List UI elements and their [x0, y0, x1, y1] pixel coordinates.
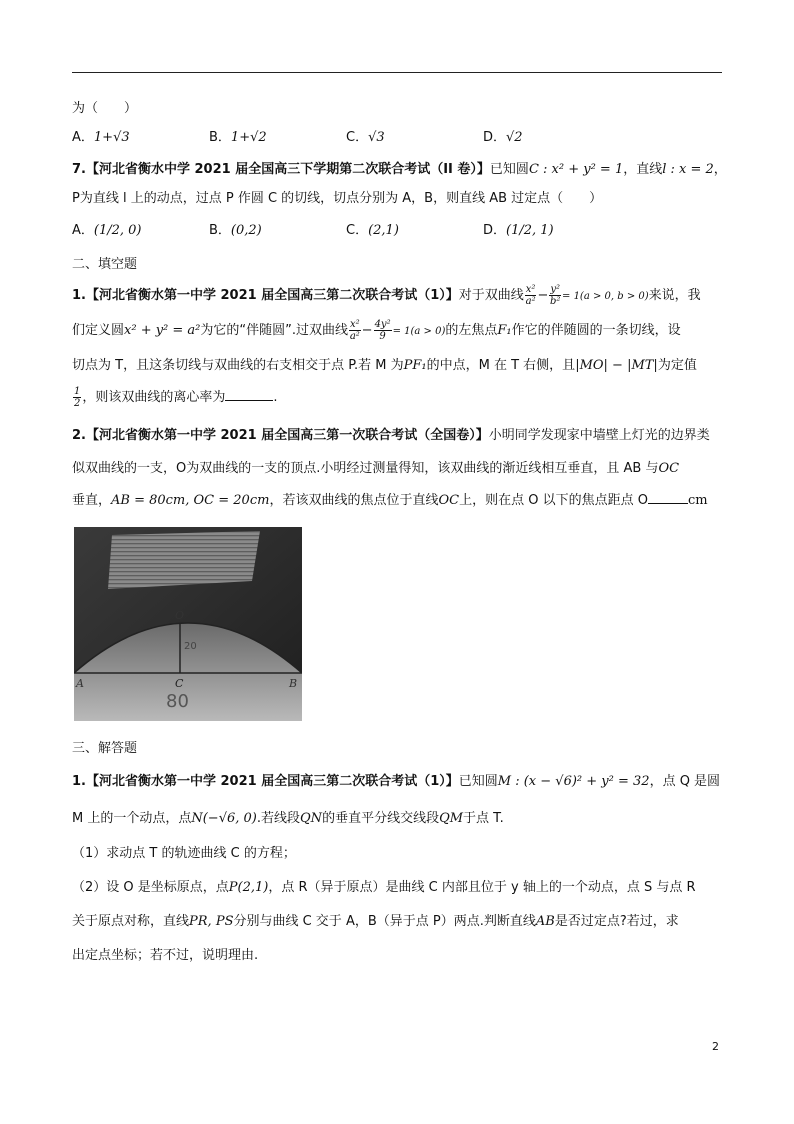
- label-o: O: [175, 609, 185, 622]
- section-2-title: 二、填空题: [72, 257, 138, 272]
- s2q2-line-1: 2.【河北省衡水第一中学 2021 届全国高三第一次联合考试（全国卷）】小明同学发现家中墙壁上灯光的边界类: [72, 428, 710, 443]
- lamp-photo: [74, 527, 302, 721]
- q7-options: [72, 211, 724, 251]
- s2q1-line-3: 切点为 T，且这条切线与双曲线的右支相交于点 P.若 M 为PF₁的中点，M 在 T 右侧，且|MO| − |MT|为定值: [72, 358, 697, 373]
- fraction-x2-a2-2: $\frac{\text{x²}}{\text{a²}}$: [349, 319, 360, 342]
- q7-option-a: A．(1/2, 0): [72, 223, 142, 238]
- q7-line-2: P为直线 l 上的动点，过点 P 作圆 C 的切线，切点分别为 A，B，则直线 AB 过定点（ ）: [72, 191, 603, 206]
- s2q2-line-3: 垂直，AB = 80cm, OC = 20cm，若该双曲线的焦点位于直线OC上，则在点 O 以下的焦点距点 O cm: [72, 493, 708, 508]
- q6-option-b: B．1+√2: [209, 130, 267, 145]
- s2q2-line-2: 似双曲线的一支，O为双曲线的一支的顶点.小明经过测量得知，该双曲线的渐近线相互垂直，且 AB 与OC: [72, 461, 680, 476]
- s2q1-line-1: 1.【河北省衡水第一中学 2021 届全国高三第二次联合考试（1）】对于双曲线 $\frac{\text{x²}}{\text{a²}}$ − $\frac{\text{y²}}{\text{b²}}$ = 1(a > 0, b > 0)来说，我: [72, 284, 701, 307]
- q6-tail: 为（ ）: [72, 101, 138, 116]
- fraction-4y2-9: $\frac{\text{4y²}}{9}$: [374, 319, 391, 342]
- s3q1-part-2-line-3: 出定点坐标；若不过，说明理由.: [72, 948, 259, 963]
- s2q1-line-2: 们定义圆x² + y² = a²为它的“伴随圆”.过双曲线 $\frac{\text{x²}}{\text{a²}}$ − $\frac{\text{4y²}}{9}$ = 1(a > 0)的左焦点F₁作它的伴随圆的一条切线，设: [72, 319, 681, 342]
- fraction-x2-a2: $\frac{\text{x²}}{\text{a²}}$: [525, 284, 536, 307]
- label-a: A: [76, 677, 84, 690]
- q6-options: [72, 121, 724, 155]
- q7-option-c: C．(2,1): [346, 223, 399, 238]
- q7-option-d: D．(1/2, 1): [483, 223, 554, 238]
- section-3-title: 三、解答题: [72, 741, 138, 756]
- label-b: B: [289, 677, 298, 690]
- s3q1-line-2: M 上的一个动点，点N(−√6, 0).若线段QN的垂直平分线交线段QM于点 T.: [72, 811, 504, 826]
- label-c: C: [175, 677, 184, 690]
- q7-line-1: 7.【河北省衡水中学 2021 届全国高三下学期第二次联合考试（II 卷）】已知圆C : x² + y² = 1，直线l : x = 2，: [72, 162, 727, 177]
- page-content: [72, 96, 727, 973]
- fraction-one-half: $\frac{1}{2}$: [74, 386, 81, 409]
- answer-blank-1[interactable]: [225, 388, 273, 401]
- answer-blank-2[interactable]: [648, 491, 688, 504]
- q6-option-d: D．√2: [483, 130, 523, 145]
- s3q1-line-1: 1.【河北省衡水第一中学 2021 届全国高三第二次联合考试（1）】已知圆M : (x − √6)² + y² = 32，点 Q 是圆: [72, 774, 721, 789]
- s3q1-part-1: （1）求动点 T 的轨迹曲线 C 的方程；: [72, 846, 296, 861]
- q7-option-b: B．(0,2): [209, 223, 262, 238]
- s2q1-line-4: $\frac{1}{2}$ ，则该双曲线的离心率为 .: [74, 386, 278, 409]
- mark-oc: 20: [184, 641, 197, 652]
- q6-option-c: C．√3: [346, 130, 385, 145]
- mark-ab: 80: [166, 691, 189, 712]
- page-number: 2: [712, 1040, 719, 1053]
- fraction-y2-b2: $\frac{\text{y²}}{\text{b²}}$: [549, 284, 561, 307]
- q6-option-a: A．1+√3: [72, 130, 130, 145]
- header-rule: [72, 72, 722, 73]
- s3q1-part-2-line-2: 关于原点对称，直线PR, PS分别与曲线 C 交于 A，B（异于点 P）两点.判断直线AB是否过定点?若过，求: [72, 914, 679, 929]
- lamp-fixture: [108, 531, 260, 589]
- s3q1-part-2-line-1: （2）设 O 是坐标原点，点P(2,1)，点 R（异于原点）是曲线 C 内部且位于 y 轴上的一个动点，点 S 与点 R: [72, 880, 696, 895]
